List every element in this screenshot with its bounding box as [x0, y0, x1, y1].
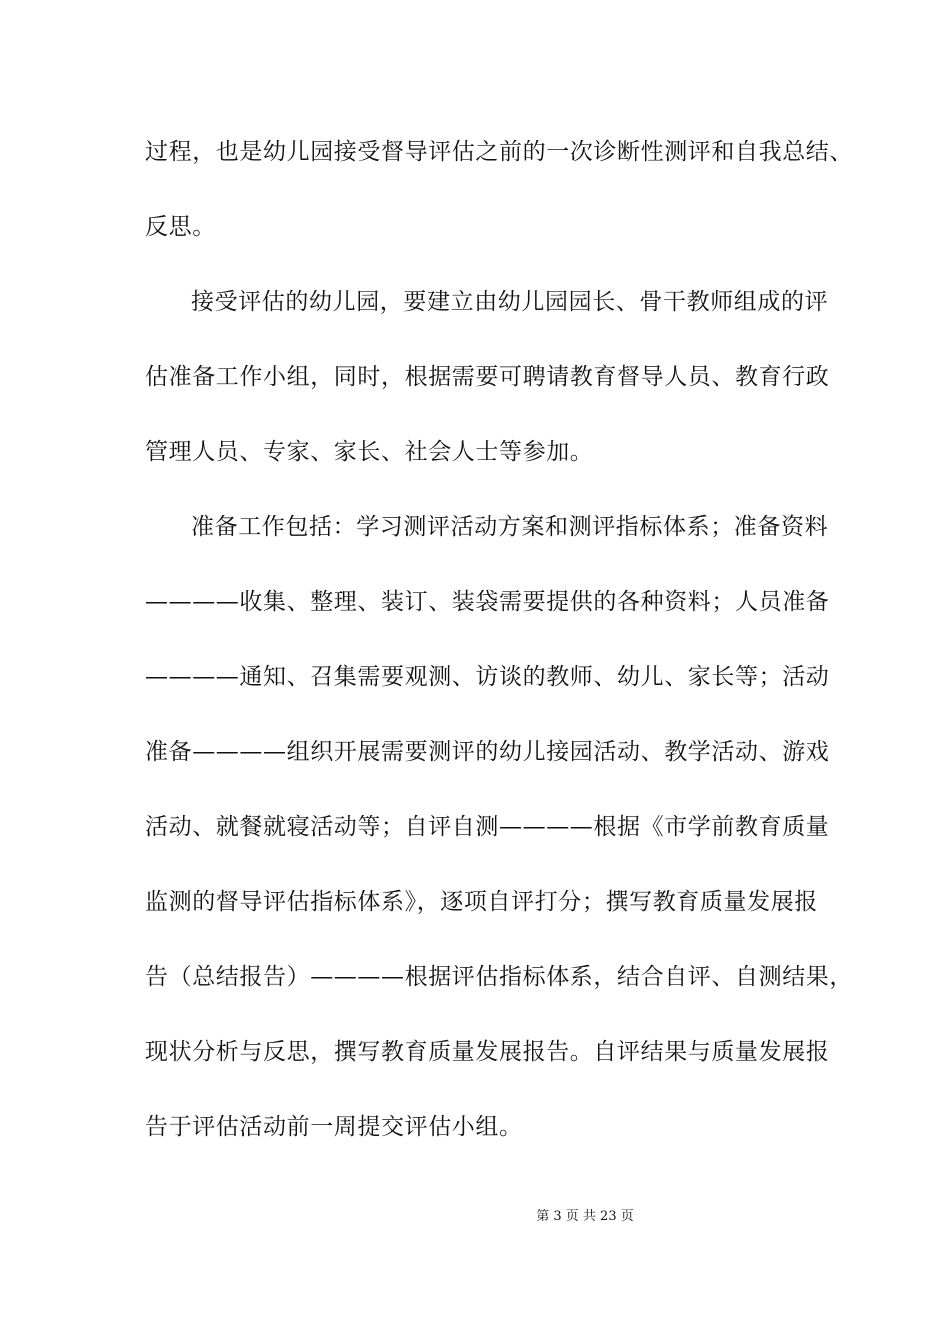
body-text-line: 告于评估活动前一周提交评估小组。 [145, 1114, 523, 1140]
body-text-line: 估准备工作小组，同时，根据需要可聘请教育督导人员、教育行政 [145, 364, 830, 390]
body-text-line: 准备————组织开展需要测评的幼儿接园活动、教学活动、游戏 [145, 739, 830, 765]
body-text-line: 活动、就餐就寝活动等；自评自测————根据《市学前教育质量 [145, 814, 830, 840]
body-text-line: 告（总结报告）————根据评估指标体系，结合自评、自测结果， [145, 964, 853, 990]
body-text-line: ————通知、召集需要观测、访谈的教师、幼儿、家长等；活动 [145, 664, 830, 690]
body-text-line: 管理人员、专家、家长、社会人士等参加。 [145, 439, 594, 465]
body-text-line: 现状分析与反思，撰写教育质量发展报告。自评结果与质量发展报 [145, 1039, 830, 1065]
body-text-line: 准备工作包括：学习测评活动方案和测评指标体系；准备资料 [191, 514, 829, 540]
body-text-line: ————收集、整理、装订、装袋需要提供的各种资料；人员准备 [145, 589, 830, 615]
body-text-line: 过程，也是幼儿园接受督导评估之前的一次诊断性测评和自我总结、 [145, 139, 853, 165]
body-text-line: 反思。 [145, 214, 216, 240]
body-text-line: 监测的督导评估指标体系》，逐项自评打分；撰写教育质量发展报 [145, 889, 818, 915]
body-text-line: 接受评估的幼儿园，要建立由幼儿园园长、骨干教师组成的评 [191, 289, 829, 315]
page-number-footer: 第 3 页 共 23 页 [536, 1209, 634, 1224]
